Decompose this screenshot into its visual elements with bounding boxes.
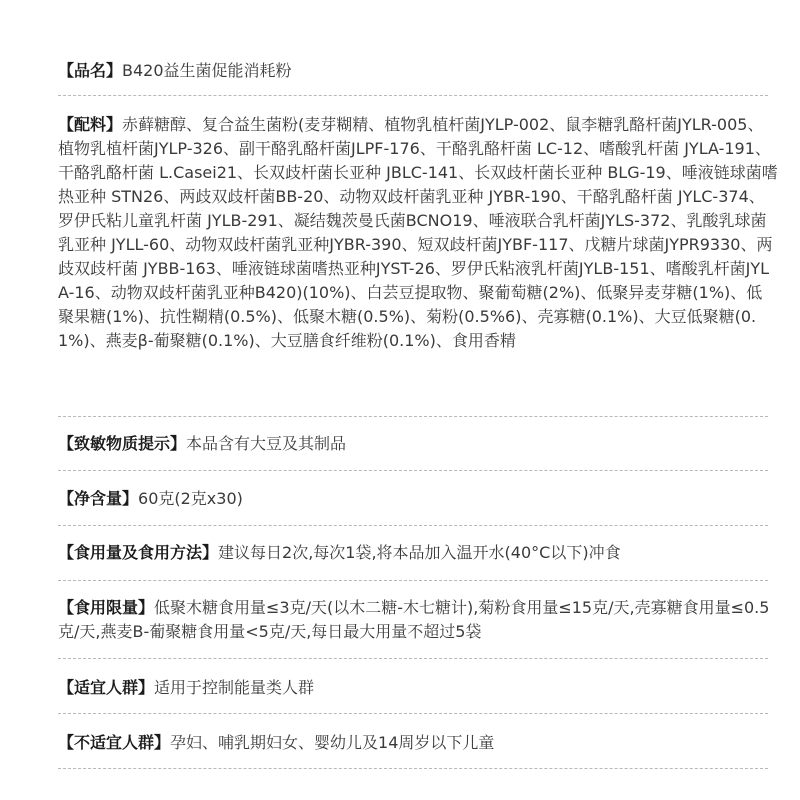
section-label: 【净含量】 [58, 489, 139, 508]
section-text: 60克(2克x30) [138, 489, 243, 508]
section-unsuitable-group [0, 731, 800, 755]
section-label: 【不适宜人群】 [58, 733, 171, 752]
section-product-name [0, 59, 800, 83]
section-suitable-group [0, 676, 800, 700]
dashed-divider [58, 525, 768, 526]
section-label: 【品名】 [58, 61, 123, 80]
section-text: B420益生菌促能消耗粉 [122, 61, 292, 80]
section-allergen-notice [0, 432, 800, 456]
section-text: 赤藓糖醇、复合益生菌粉(麦芽糊精、植物乳植杆菌JYLP-002、鼠李糖乳酪杆菌JYLR-005、植物乳植杆菌JYLP-326、副干酪乳酪杆菌JLPF-176、干酪乳酪杆菌 LC-12、嗜酸乳杆菌 JYLA-191、干酪乳酪杆菌 L.Casei21、长双歧杆菌长亚种 JBLC-141、长双歧杆菌长亚种 BLG-19、唾液链球菌嗜热亚种 STN26、两歧双歧杆菌BB-20、动物双歧杆菌乳亚种 JYBR-190、干酪乳酪杆菌 JYLC-374、罗伊氏粘儿童乳杆菌 JYLB-291、凝结魏茨曼氏菌BCNO19、唾液联合乳杆菌JYLS-372、乳酸乳球菌乳亚种 JYLL-60、动物双歧杆菌乳亚种JYBR-390、短双歧杆菌JYBF-117、戊糖片球菌JYPR9330、两歧双歧杆菌 JYBB-163、唾液链球菌嗜热亚种JYST-26、罗伊氏粘液乳杆菌JYLB-151、嗜酸乳杆菌JYLA-16、动物双歧杆菌乳亚种B420)(10%)、白芸豆提取物、聚葡萄糖(2%)、低聚异麦芽糖(1%)、低聚果糖(1%)、抗性糊精(0.5%)、低聚木糖(0.5%)、菊粉(0.5%6)、壳寡糖(0.1%)、大豆低聚糖(0.1%)、燕麦β-葡聚糖(0.1%)、大豆膳食纤维粉(0.1%)、食用香精 [58, 115, 778, 350]
dashed-divider [58, 580, 768, 581]
dashed-divider [58, 768, 768, 769]
section-text: 适用于控制能量类人群 [154, 678, 315, 697]
dashed-divider [58, 658, 768, 659]
dashed-divider [58, 416, 768, 417]
section-text: 本品含有大豆及其制品 [186, 434, 347, 453]
dashed-divider [58, 95, 768, 96]
section-label: 【食用量及食用方法】 [58, 543, 219, 562]
section-label: 【适宜人群】 [58, 678, 155, 697]
section-text: 建议每日2次,每次1袋,将本品加入温开水(40°C以下)冲食 [218, 543, 621, 562]
section-net-content [0, 487, 800, 511]
section-usage-method [0, 541, 800, 565]
section-label: 【食用限量】 [58, 598, 155, 617]
section-text: 孕妇、哺乳期妇女、婴幼儿及14周岁以下儿童 [170, 733, 495, 752]
section-label: 【致敏物质提示】 [58, 434, 187, 453]
dashed-divider [58, 470, 768, 471]
section-usage-limit [0, 596, 800, 644]
section-text: 低聚木糖食用量≤3克/天(以木二糖-木七糖计),菊粉食用量≤15克/天,壳寡糖食用量≤0.5克/天,燕麦B-葡聚糖食用量<5克/天,每日最大用量不超过5袋 [58, 598, 770, 641]
section-ingredients [0, 113, 800, 353]
section-label: 【配料】 [58, 115, 123, 134]
dashed-divider [58, 713, 768, 714]
